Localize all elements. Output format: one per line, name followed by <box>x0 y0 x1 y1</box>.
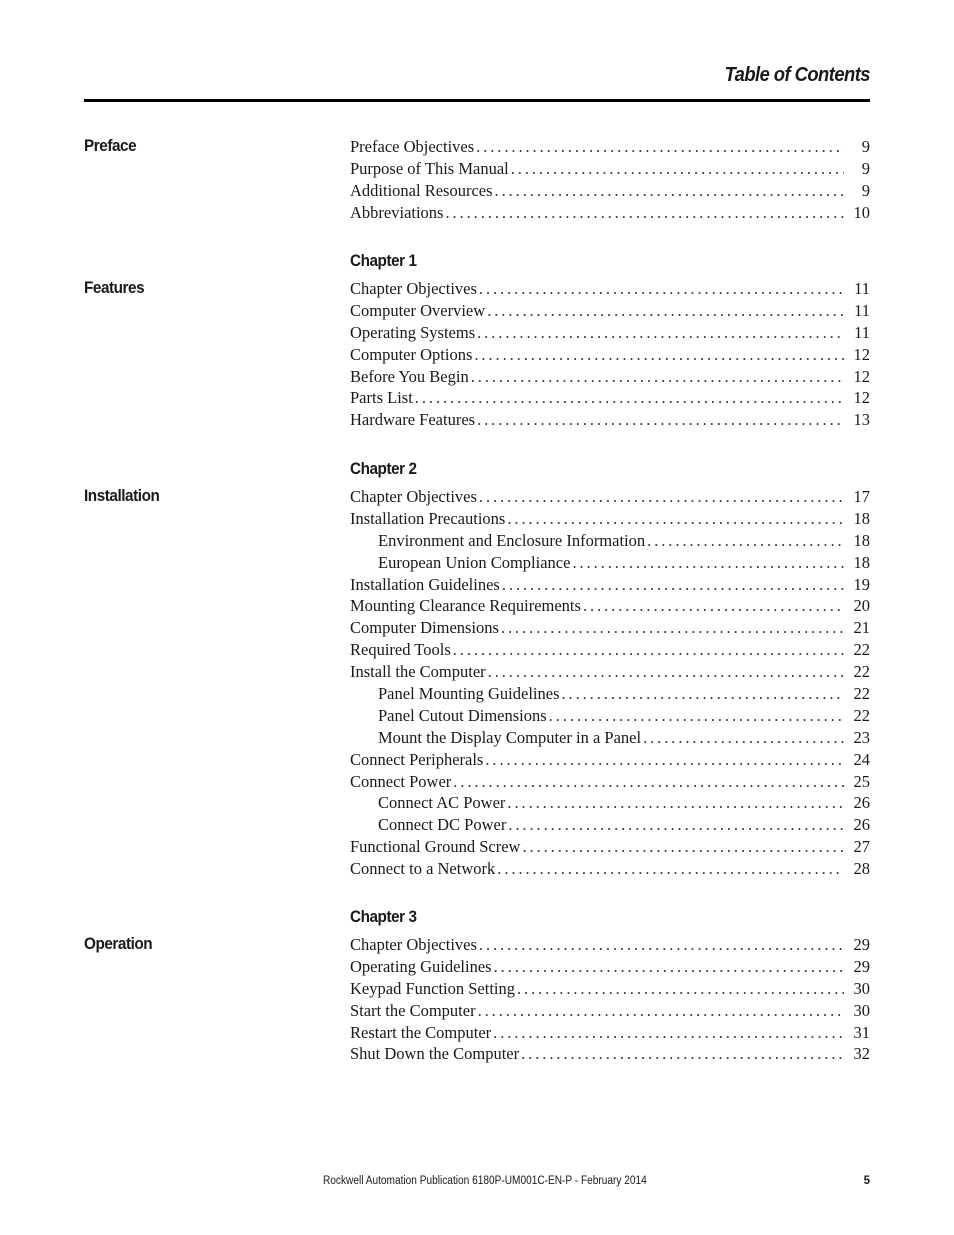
toc-entry-title: Abbreviations <box>350 202 444 222</box>
toc-entry-page: 27 <box>853 837 870 857</box>
toc-entry[interactable] <box>350 858 870 880</box>
toc-entry-page: 30 <box>853 978 870 998</box>
section-title-installation: Installation <box>84 486 160 505</box>
toc-entry-title: Required Tools <box>350 640 451 660</box>
toc-entry[interactable] <box>350 530 870 552</box>
toc-entry-page: 17 <box>853 487 870 506</box>
dot-leader <box>549 705 844 727</box>
toc-entry-title: Panel Cutout Dimensions <box>378 705 547 725</box>
toc-entry-page: 18 <box>853 508 870 528</box>
toc-entry-page: 12 <box>853 366 870 386</box>
chapter-label: Chapter 2 <box>350 459 417 478</box>
toc-entry-page: 13 <box>853 410 870 430</box>
dot-leader <box>572 552 844 574</box>
toc-entry-title: Connect AC Power <box>378 793 506 813</box>
dot-leader <box>479 486 844 508</box>
toc-entry-page: 23 <box>853 727 870 747</box>
toc-entry-title: Purpose of This Manual <box>350 158 509 178</box>
toc-entry[interactable] <box>350 639 870 661</box>
toc-entry-title: European Union Compliance <box>378 552 571 572</box>
toc-entry-title: Preface Objectives <box>350 137 475 156</box>
toc-entry-title: Mounting Clearance Requirements <box>350 596 581 616</box>
toc-entry-page: 19 <box>853 574 870 594</box>
toc-entry-page: 22 <box>853 640 870 660</box>
toc-entry[interactable] <box>350 749 870 771</box>
toc-entry-title: Environment and Enclosure Information <box>378 530 646 550</box>
toc-entry[interactable] <box>350 727 870 749</box>
toc-entry-page: 29 <box>853 935 870 954</box>
toc-entry-title: Panel Mounting Guidelines <box>378 684 560 704</box>
toc-entry-title: Installation Precautions <box>350 508 506 528</box>
page-title: Table of Contents <box>724 64 870 86</box>
footer-page-number: 5 <box>863 1175 870 1187</box>
toc-entry[interactable] <box>350 792 870 814</box>
dot-leader <box>517 978 844 1000</box>
toc-entry-title: Before You Begin <box>350 366 469 386</box>
footer-publication: Rockwell Automation Publication 6180P-UM001C-EN-P - February 2014 <box>323 1175 647 1187</box>
dot-leader <box>501 617 844 639</box>
dot-leader <box>494 956 844 978</box>
dot-leader <box>493 1022 844 1044</box>
dot-leader <box>477 409 844 431</box>
dot-leader <box>488 661 844 683</box>
toc-entry[interactable] <box>350 1000 870 1022</box>
toc-entry[interactable] <box>350 836 870 858</box>
toc-entry[interactable] <box>350 344 870 366</box>
toc-entry[interactable] <box>350 158 870 180</box>
toc-entry[interactable] <box>350 705 870 727</box>
dot-leader <box>521 1043 844 1065</box>
toc-list <box>350 136 870 224</box>
toc-entry-page: 10 <box>853 202 870 222</box>
toc-entry-page: 18 <box>853 530 870 550</box>
toc-entry-page: 24 <box>853 749 870 769</box>
toc-entry-title: Functional Ground Screw <box>350 837 521 857</box>
dot-leader <box>445 202 844 224</box>
dot-leader <box>471 366 844 388</box>
toc-entry-title: Connect DC Power <box>378 815 507 835</box>
dot-leader <box>453 639 844 661</box>
toc-entry-page: 22 <box>853 684 870 704</box>
toc-entry[interactable] <box>350 1022 870 1044</box>
toc-entry-title: Connect to a Network <box>350 859 496 879</box>
dot-leader <box>522 836 844 858</box>
toc-entry[interactable] <box>350 771 870 793</box>
toc-entry-title: Connect Power <box>350 771 452 791</box>
toc-entry-page: 32 <box>853 1044 870 1064</box>
toc-entry-title: Start the Computer <box>350 1000 476 1020</box>
toc-entry-page: 20 <box>853 596 870 616</box>
toc-entry-page: 9 <box>861 137 870 156</box>
toc-entry-page: 28 <box>853 859 870 879</box>
toc-entry-title: Installation Guidelines <box>350 574 500 594</box>
toc-entry-page: 11 <box>854 322 870 342</box>
toc-entry[interactable] <box>350 661 870 683</box>
dot-leader <box>476 136 844 158</box>
toc-entry-title: Computer Dimensions <box>350 618 499 638</box>
toc-entry[interactable] <box>350 934 870 956</box>
toc-entry-page: 22 <box>853 662 870 682</box>
dot-leader <box>561 683 844 705</box>
toc-entry-title: Operating Systems <box>350 322 476 342</box>
toc-entry-page: 25 <box>853 771 870 791</box>
toc-entry-page: 26 <box>853 815 870 835</box>
toc-entry-page: 18 <box>853 552 870 572</box>
dot-leader <box>643 727 844 749</box>
toc-entry[interactable] <box>350 300 870 322</box>
toc-entry[interactable] <box>350 574 870 596</box>
toc-entry-title: Parts List <box>350 388 413 408</box>
toc-entry-page: 29 <box>853 956 870 976</box>
toc-entry[interactable] <box>350 202 870 224</box>
dot-leader <box>479 934 844 956</box>
dot-leader <box>647 530 844 552</box>
dot-leader <box>497 858 844 880</box>
dot-leader <box>474 344 844 366</box>
toc-entry-title: Connect Peripherals <box>350 749 484 769</box>
toc-entry[interactable] <box>350 409 870 431</box>
toc-entry[interactable] <box>350 683 870 705</box>
toc-entry[interactable] <box>350 136 870 158</box>
toc-entry-title: Restart the Computer <box>350 1022 492 1042</box>
toc-entry-title: Computer Overview <box>350 300 486 320</box>
toc-entry[interactable] <box>350 387 870 409</box>
dot-leader <box>485 749 844 771</box>
section-title-preface: Preface <box>84 136 137 155</box>
dot-leader <box>495 180 844 202</box>
chapter-label: Chapter 1 <box>350 251 417 270</box>
toc-entry[interactable] <box>350 814 870 836</box>
dot-leader <box>507 792 844 814</box>
toc-entry-title: Computer Options <box>350 344 473 364</box>
dot-leader <box>453 771 844 793</box>
toc-entry[interactable] <box>350 617 870 639</box>
section-title-features: Features <box>84 278 145 297</box>
toc-entry-page: 21 <box>853 618 870 638</box>
toc-entry-title: Chapter Objectives <box>350 487 477 506</box>
toc-entry[interactable] <box>350 1043 870 1065</box>
toc-entry-page: 11 <box>854 300 870 320</box>
toc-entry-page: 12 <box>853 344 870 364</box>
toc-entry[interactable] <box>350 366 870 388</box>
chapter-label: Chapter 3 <box>350 907 417 926</box>
toc-entry[interactable] <box>350 508 870 530</box>
header-rule <box>84 99 870 102</box>
toc-entry[interactable] <box>350 180 870 202</box>
dot-leader <box>502 574 844 596</box>
dot-leader <box>487 300 844 322</box>
dot-leader <box>583 595 844 617</box>
toc-entry-title: Keypad Function Setting <box>350 978 515 998</box>
toc-entry-title: Shut Down the Computer <box>350 1044 520 1064</box>
toc-entry-page: 30 <box>853 1000 870 1020</box>
dot-leader <box>479 278 844 300</box>
toc-entry-title: Chapter Objectives <box>350 279 477 298</box>
dot-leader <box>477 322 844 344</box>
toc-list <box>350 934 870 1065</box>
toc-entry-title: Additional Resources <box>350 180 493 200</box>
toc-entry-page: 12 <box>853 388 870 408</box>
toc-entry[interactable] <box>350 978 870 1000</box>
toc-entry[interactable] <box>350 595 870 617</box>
toc-list <box>350 486 870 880</box>
toc-entry-title: Hardware Features <box>350 410 476 430</box>
toc-list <box>350 278 870 431</box>
dot-leader <box>478 1000 844 1022</box>
toc-entry-page: 26 <box>853 793 870 813</box>
toc-entry-page: 9 <box>861 180 870 200</box>
dot-leader <box>415 387 844 409</box>
toc-entry-page: 9 <box>861 158 870 178</box>
toc-entry[interactable] <box>350 956 870 978</box>
toc-entry-title: Operating Guidelines <box>350 956 492 976</box>
dot-leader <box>508 814 844 836</box>
toc-entry[interactable] <box>350 278 870 300</box>
toc-entry-title: Chapter Objectives <box>350 935 477 954</box>
toc-entry[interactable] <box>350 552 870 574</box>
dot-leader <box>507 508 844 530</box>
dot-leader <box>511 158 844 180</box>
toc-entry[interactable] <box>350 322 870 344</box>
toc-entry-title: Mount the Display Computer in a Panel <box>378 727 642 747</box>
toc-entry[interactable] <box>350 486 870 508</box>
toc-entry-title: Install the Computer <box>350 662 486 682</box>
toc-entry-page: 22 <box>853 705 870 725</box>
toc-entry-page: 11 <box>854 279 870 298</box>
section-title-operation: Operation <box>84 934 153 953</box>
toc-entry-page: 31 <box>853 1022 870 1042</box>
